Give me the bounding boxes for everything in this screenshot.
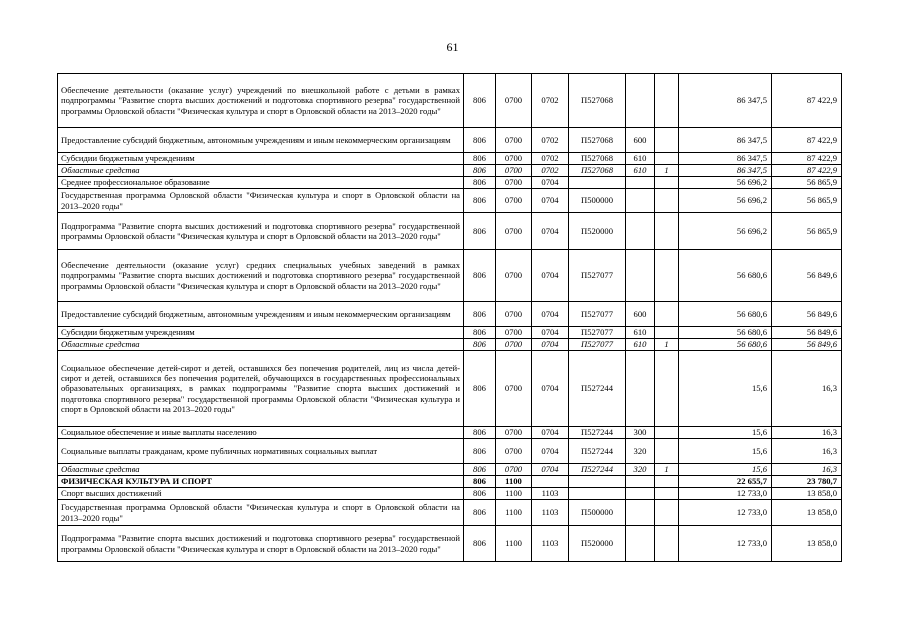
cell-amount-year1: 15,6 <box>679 464 772 476</box>
cell-ministry-code: 806 <box>464 339 496 351</box>
cell-ministry-code: 806 <box>464 128 496 153</box>
cell-expense-type: 610 <box>626 165 655 177</box>
cell-subsection-code: 0704 <box>532 302 569 327</box>
cell-target-article: П527068 <box>569 128 626 153</box>
table-row <box>58 302 842 327</box>
cell-target-article: П527077 <box>569 302 626 327</box>
table-row <box>58 250 842 302</box>
cell-subsection-code: 0704 <box>532 327 569 339</box>
cell-subsection-code: 0704 <box>532 339 569 351</box>
cell-ministry-code: 806 <box>464 165 496 177</box>
table-row <box>58 464 842 476</box>
page-number: 61 <box>446 40 459 54</box>
cell-target-article: П527068 <box>569 165 626 177</box>
cell-funding-source <box>655 526 679 562</box>
row-name: Подпрограмма "Развитие спорта высших достижений и подготовка спортивного резерва" государственной программы Орловской области "Физическая культура и спорт в Орловской области на 2013–2020 годы" <box>58 526 464 562</box>
cell-subsection-code: 0702 <box>532 128 569 153</box>
cell-subsection-code: 0704 <box>532 427 569 439</box>
cell-subsection-code: 0704 <box>532 250 569 302</box>
cell-ministry-code: 806 <box>464 464 496 476</box>
row-name: Государственная программа Орловской области "Физическая культура и спорт в Орловской области на 2013–2020 годы" <box>58 500 464 526</box>
cell-subsection-code: 0704 <box>532 439 569 464</box>
cell-funding-source <box>655 153 679 165</box>
cell-funding-source <box>655 302 679 327</box>
cell-ministry-code: 806 <box>464 427 496 439</box>
cell-subsection-code: 0704 <box>532 213 569 250</box>
cell-expense-type: 610 <box>626 339 655 351</box>
cell-funding-source <box>655 427 679 439</box>
table-row <box>58 500 842 526</box>
cell-ministry-code: 806 <box>464 327 496 339</box>
cell-amount-year1: 15,6 <box>679 351 772 427</box>
table-row <box>58 213 842 250</box>
table-row <box>58 74 842 128</box>
cell-expense-type: 610 <box>626 153 655 165</box>
cell-subsection-code: 0704 <box>532 464 569 476</box>
cell-amount-year2: 56 865,9 <box>772 213 842 250</box>
cell-expense-type: 320 <box>626 439 655 464</box>
cell-amount-year2: 87 422,9 <box>772 153 842 165</box>
cell-subsection-code <box>532 476 569 488</box>
cell-target-article <box>569 488 626 500</box>
cell-expense-type <box>626 488 655 500</box>
cell-section-code: 1100 <box>496 476 532 488</box>
row-name: Государственная программа Орловской области "Физическая культура и спорт в Орловской области на 2013–2020 годы" <box>58 189 464 213</box>
cell-ministry-code: 806 <box>464 250 496 302</box>
cell-expense-type <box>626 177 655 189</box>
cell-target-article <box>569 476 626 488</box>
cell-funding-source <box>655 74 679 128</box>
cell-section-code: 1100 <box>496 500 532 526</box>
cell-amount-year2: 16,3 <box>772 439 842 464</box>
cell-ministry-code: 806 <box>464 74 496 128</box>
table-body <box>58 74 842 562</box>
cell-amount-year1: 56 680,6 <box>679 327 772 339</box>
cell-ministry-code: 806 <box>464 153 496 165</box>
cell-expense-type: 320 <box>626 464 655 476</box>
cell-section-code: 0700 <box>496 153 532 165</box>
table-row <box>58 476 842 488</box>
cell-section-code: 0700 <box>496 250 532 302</box>
cell-expense-type <box>626 189 655 213</box>
cell-expense-type: 300 <box>626 427 655 439</box>
cell-target-article: П500000 <box>569 189 626 213</box>
cell-amount-year1: 12 733,0 <box>679 526 772 562</box>
cell-section-code: 0700 <box>496 177 532 189</box>
cell-ministry-code: 806 <box>464 302 496 327</box>
budget-table <box>57 73 842 562</box>
table-row <box>58 488 842 500</box>
cell-expense-type <box>626 213 655 250</box>
cell-subsection-code: 0702 <box>532 165 569 177</box>
cell-amount-year1: 56 696,2 <box>679 213 772 250</box>
cell-ministry-code: 806 <box>464 476 496 488</box>
cell-section-code: 0700 <box>496 439 532 464</box>
cell-ministry-code: 806 <box>464 526 496 562</box>
cell-amount-year1: 56 680,6 <box>679 302 772 327</box>
cell-amount-year1: 56 680,6 <box>679 339 772 351</box>
cell-target-article: П527068 <box>569 74 626 128</box>
cell-section-code: 0700 <box>496 189 532 213</box>
cell-funding-source <box>655 250 679 302</box>
cell-section-code: 0700 <box>496 464 532 476</box>
row-name: Подпрограмма "Развитие спорта высших достижений и подготовка спортивного резерва" государственной программы Орловской области "Физическая культура и спорт в Орловской области на 2013–2020 годы" <box>58 213 464 250</box>
cell-funding-source <box>655 327 679 339</box>
cell-subsection-code: 1103 <box>532 488 569 500</box>
cell-section-code: 1100 <box>496 488 532 500</box>
cell-expense-type <box>626 500 655 526</box>
cell-ministry-code: 806 <box>464 439 496 464</box>
cell-target-article: П527077 <box>569 327 626 339</box>
cell-ministry-code: 806 <box>464 500 496 526</box>
cell-funding-source <box>655 439 679 464</box>
row-name: Социальные выплаты гражданам, кроме публичных нормативных социальных выплат <box>58 439 464 464</box>
row-name: Субсидии бюджетным учреждениям <box>58 327 464 339</box>
cell-expense-type <box>626 250 655 302</box>
cell-subsection-code: 0704 <box>532 351 569 427</box>
cell-target-article <box>569 177 626 189</box>
cell-target-article: П527244 <box>569 427 626 439</box>
table-row <box>58 189 842 213</box>
cell-expense-type <box>626 476 655 488</box>
cell-section-code: 0700 <box>496 427 532 439</box>
cell-ministry-code: 806 <box>464 351 496 427</box>
table-row <box>58 351 842 427</box>
cell-funding-source <box>655 488 679 500</box>
cell-funding-source <box>655 213 679 250</box>
cell-ministry-code: 806 <box>464 213 496 250</box>
cell-funding-source: 1 <box>655 165 679 177</box>
cell-target-article: П527244 <box>569 439 626 464</box>
cell-target-article: П527244 <box>569 351 626 427</box>
table-row <box>58 165 842 177</box>
cell-amount-year1: 15,6 <box>679 427 772 439</box>
cell-amount-year1: 56 696,2 <box>679 177 772 189</box>
cell-amount-year1: 12 733,0 <box>679 488 772 500</box>
cell-subsection-code: 0704 <box>532 189 569 213</box>
table-row <box>58 153 842 165</box>
cell-target-article: П500000 <box>569 500 626 526</box>
table-row <box>58 327 842 339</box>
cell-target-article: П520000 <box>569 213 626 250</box>
row-name: Социальное обеспечение и иные выплаты населению <box>58 427 464 439</box>
table-row <box>58 128 842 153</box>
cell-subsection-code: 1103 <box>532 526 569 562</box>
cell-section-code: 0700 <box>496 128 532 153</box>
cell-amount-year1: 12 733,0 <box>679 500 772 526</box>
row-name: ФИЗИЧЕСКАЯ КУЛЬТУРА И СПОРТ <box>58 476 464 488</box>
cell-amount-year1: 86 347,5 <box>679 128 772 153</box>
cell-amount-year2: 56 865,9 <box>772 189 842 213</box>
cell-amount-year1: 22 655,7 <box>679 476 772 488</box>
cell-funding-source: 1 <box>655 339 679 351</box>
cell-funding-source <box>655 177 679 189</box>
cell-expense-type: 610 <box>626 327 655 339</box>
cell-subsection-code: 0702 <box>532 153 569 165</box>
row-name: Предоставление субсидий бюджетным, автономным учреждениям и иным некоммерческим организациям <box>58 302 464 327</box>
cell-funding-source <box>655 351 679 427</box>
cell-amount-year2: 87 422,9 <box>772 165 842 177</box>
cell-amount-year2: 56 849,6 <box>772 339 842 351</box>
table-row <box>58 526 842 562</box>
cell-amount-year2: 13 858,0 <box>772 500 842 526</box>
cell-amount-year2: 13 858,0 <box>772 526 842 562</box>
cell-amount-year2: 16,3 <box>772 427 842 439</box>
row-name: Субсидии бюджетным учреждениям <box>58 153 464 165</box>
cell-section-code: 0700 <box>496 351 532 427</box>
cell-subsection-code: 0702 <box>532 74 569 128</box>
cell-funding-source <box>655 500 679 526</box>
row-name: Областные средства <box>58 165 464 177</box>
cell-amount-year1: 56 680,6 <box>679 250 772 302</box>
cell-section-code: 0700 <box>496 339 532 351</box>
table-row <box>58 339 842 351</box>
cell-ministry-code: 806 <box>464 177 496 189</box>
cell-section-code: 0700 <box>496 213 532 250</box>
row-name: Областные средства <box>58 464 464 476</box>
row-name: Среднее профессиональное образование <box>58 177 464 189</box>
cell-amount-year1: 86 347,5 <box>679 165 772 177</box>
cell-section-code: 0700 <box>496 327 532 339</box>
cell-funding-source <box>655 128 679 153</box>
cell-amount-year2: 13 858,0 <box>772 488 842 500</box>
table-row <box>58 439 842 464</box>
cell-target-article: П527077 <box>569 250 626 302</box>
cell-expense-type: 600 <box>626 302 655 327</box>
cell-target-article: П527244 <box>569 464 626 476</box>
cell-section-code: 0700 <box>496 165 532 177</box>
cell-amount-year1: 56 696,2 <box>679 189 772 213</box>
cell-amount-year1: 86 347,5 <box>679 74 772 128</box>
cell-amount-year2: 23 780,7 <box>772 476 842 488</box>
row-name: Обеспечение деятельности (оказание услуг) средних специальных учебных заведений в рамках подпрограммы "Развитие спорта высших достижений и подготовка спортивного резерва" государственной программы Орловской области "Физическая культура и спорт в Орловской области на 2013–2020 годы" <box>58 250 464 302</box>
cell-amount-year2: 56 849,6 <box>772 250 842 302</box>
cell-expense-type <box>626 74 655 128</box>
cell-section-code: 0700 <box>496 302 532 327</box>
cell-section-code: 1100 <box>496 526 532 562</box>
cell-section-code: 0700 <box>496 74 532 128</box>
cell-expense-type: 600 <box>626 128 655 153</box>
cell-subsection-code: 0704 <box>532 177 569 189</box>
cell-amount-year2: 87 422,9 <box>772 128 842 153</box>
cell-amount-year2: 16,3 <box>772 351 842 427</box>
cell-amount-year2: 56 865,9 <box>772 177 842 189</box>
cell-funding-source: 1 <box>655 464 679 476</box>
table-row <box>58 427 842 439</box>
row-name: Социальное обеспечение детей-сирот и детей, оставшихся без попечения родителей, лиц из числа детей-сирот и детей, оставшихся без попечения родителей, обучающихся в государственных профессиональных образовательных организациях, в рамках подпрограммы "Развитие спорта высших достижений и подготовка спортивного резерва" государственной программы Орловской области "Физическая культура и спорт в Орловской области на 2013–2020 годы" <box>58 351 464 427</box>
cell-amount-year2: 56 849,6 <box>772 302 842 327</box>
row-name: Областные средства <box>58 339 464 351</box>
cell-expense-type <box>626 351 655 427</box>
table-row <box>58 177 842 189</box>
cell-amount-year1: 86 347,5 <box>679 153 772 165</box>
cell-amount-year2: 56 849,6 <box>772 327 842 339</box>
row-name: Спорт высших достижений <box>58 488 464 500</box>
cell-target-article: П520000 <box>569 526 626 562</box>
cell-ministry-code: 806 <box>464 189 496 213</box>
cell-amount-year1: 15,6 <box>679 439 772 464</box>
cell-expense-type <box>626 526 655 562</box>
cell-ministry-code: 806 <box>464 488 496 500</box>
row-name: Обеспечение деятельности (оказание услуг) учреждений по внешкольной работе с детьми в рамках подпрограммы "Развитие спорта высших достижений и подготовка спортивного резерва" государственной программы Орловской области "Физическая культура и спорт в Орловской области на 2013–2020 годы" <box>58 74 464 128</box>
cell-amount-year2: 87 422,9 <box>772 74 842 128</box>
cell-funding-source <box>655 476 679 488</box>
cell-target-article: П527077 <box>569 339 626 351</box>
cell-subsection-code: 1103 <box>532 500 569 526</box>
row-name: Предоставление субсидий бюджетным, автономным учреждениям и иным некоммерческим организациям <box>58 128 464 153</box>
cell-funding-source <box>655 189 679 213</box>
cell-amount-year2: 16,3 <box>772 464 842 476</box>
cell-target-article: П527068 <box>569 153 626 165</box>
